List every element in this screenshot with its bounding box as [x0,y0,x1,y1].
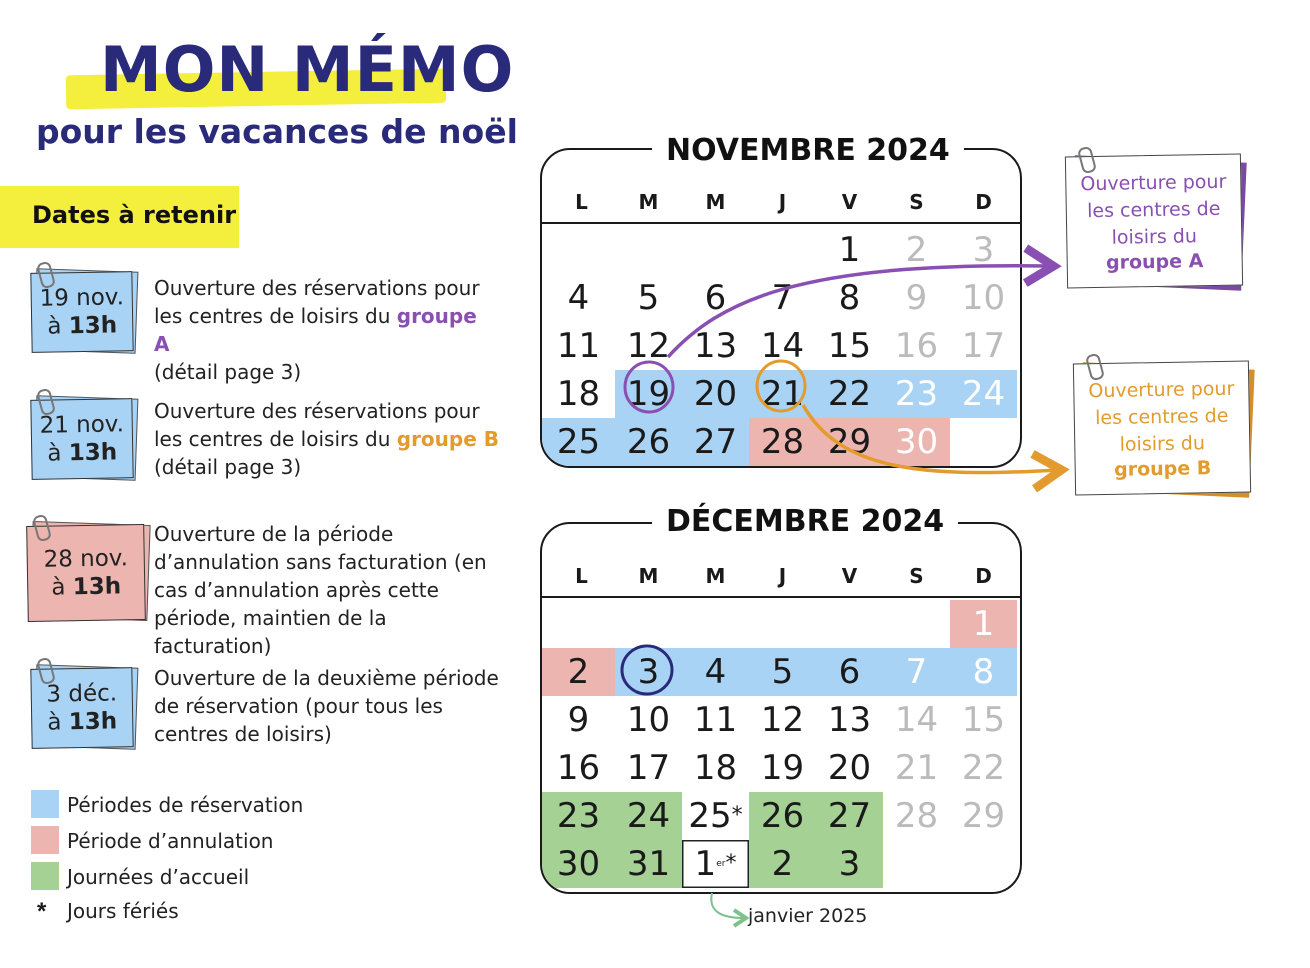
calendar-day: 29 [961,796,1006,836]
calendar-day: 28 [749,418,816,466]
calendar-day: 3 [615,648,682,696]
calendar-day: 2 [905,230,928,270]
page-subtitle: pour les vacances de noël [36,112,518,151]
calendar-day: 19 [760,748,805,788]
calendar-day: 17 [961,326,1006,366]
calendar-day: 23 [542,792,615,840]
calendar-day: 2 [749,840,816,888]
calendar-day: 30 [883,418,950,466]
calendar-day: 27 [816,792,883,840]
calendar-day: 13 [693,326,738,366]
calendar-day: 6 [704,278,727,318]
weekday-label: L [575,190,588,214]
calendar-day: 15 [827,326,872,366]
event-time-prefix: à [47,709,62,736]
january-arrow-icon [711,893,744,918]
group-a-label: groupe A [154,304,477,356]
calendar-day: 11 [556,326,601,366]
calendar-day: 11 [693,700,738,740]
calendar-day: 6 [816,648,883,696]
calendar-day: 23 [883,370,950,418]
event-description-1: Ouverture des réservations pour les centres de loisirs du groupe A (détail page 3) [154,276,480,384]
event-time: 13h [68,708,118,736]
event-time: 13h [72,573,122,601]
legend-label-holidays: Jours fériés [67,899,179,923]
calendar-day: 4 [567,278,590,318]
calendar-day: 16 [556,748,601,788]
side-note-a-group: groupe A [1105,249,1204,274]
event-time-prefix: à [47,440,62,467]
calendar-day: 28 [894,796,939,836]
calendar-day: 8 [950,648,1017,696]
circle-21-nov [757,361,805,411]
calendar-day: 9 [567,700,590,740]
side-note-b-group: groupe B [1113,456,1212,481]
calendar-day: 5 [637,278,660,318]
calendar-day: 25 * [688,796,743,836]
calendar-day: 13 [827,700,872,740]
calendar-day: 21 [749,370,816,418]
side-note-a-text: Ouverture pour les centres de loisirs du [1080,170,1227,249]
calendar-day: 26 [749,792,816,840]
dates-section-label: Dates à retenir [32,201,237,229]
event-date: 3 déc. [46,680,118,708]
event-description-2: Ouverture des réservations pour les centres de loisirs du groupe B (détail page 3) [154,399,499,479]
calendar-day: 24 [615,792,682,840]
january-footnote: janvier 2025 [748,905,868,927]
calendar-day: 12 [760,700,805,740]
calendar-day: 30 [542,840,615,888]
calendar-day: 17 [626,748,671,788]
calendar-day: 10 [961,278,1006,318]
calendar-day: 4 [682,648,749,696]
calendar-day: 19 [615,370,682,418]
weekday-label: M [638,190,659,214]
calendar-day: 27 [682,418,749,466]
event-description-3: Ouverture de la période d’annulation sans facturation (en cas d’annulation après cette période, maintien de la facturation) [154,522,487,658]
arrow-group-a [668,266,1050,357]
event-date: 28 nov. [43,545,129,573]
calendar-day: 14 [760,326,805,366]
legend-label-accueil: Journées d’accueil [67,865,250,889]
event-description-4: Ouverture de la deuxième période de réservation (pour tous les centres de loisirs) [154,666,499,746]
calendar-day: 5 [749,648,816,696]
december-title: DÉCEMBRE 2024 [652,504,958,540]
calendar-day: 22 [961,748,1006,788]
calendar-day: 24 [950,370,1017,418]
calendar-day: 14 [894,700,939,740]
page-title: MON MÉMO [100,33,515,106]
group-b-label: groupe B [396,427,499,451]
calendar-day: 22 [816,370,883,418]
calendar-day: 25 [542,418,615,466]
calendar-day: 3 [816,840,883,888]
event-time: 13h [68,312,118,340]
event-time: 13h [68,439,118,467]
event-time-prefix: à [51,574,66,601]
calendar-day: 15 [961,700,1006,740]
circle-19-nov [625,362,673,412]
weekday-label: S [909,190,924,214]
calendar-day: 16 [894,326,939,366]
calendar-day: 12 [626,326,671,366]
event-date: 19 nov. [39,284,125,312]
weekday-label: D [975,190,992,214]
weekday-label: L [575,564,588,588]
calendar-day: 20 [682,370,749,418]
calendar-day: 18 [693,748,738,788]
weekday-label: M [705,564,726,588]
calendar-day: 7 [883,648,950,696]
calendar-day: 2 [542,648,615,696]
arrow-group-b [803,405,1058,473]
calendar-day: 9 [905,278,928,318]
november-title: NOVEMBRE 2024 [652,133,964,169]
legend-label-reservation: Périodes de réservation [67,793,304,817]
calendar-day: 21 [894,748,939,788]
calendar-day: 31 [615,840,682,888]
calendar-day: 1 [838,230,861,270]
calendar-day: 7 [771,278,794,318]
weekday-label: S [909,564,924,588]
weekday-label: V [841,190,858,214]
calendar-day: 18 [556,374,601,414]
legend-label-annulation: Période d’annulation [67,829,274,853]
calendar-day: 1 er * [682,840,749,888]
weekday-label: M [638,564,659,588]
side-note-b-text: Ouverture pour les centres de loisirs du [1088,377,1235,456]
circle-3-dec [622,646,672,694]
calendar-day: 29 [816,418,883,466]
weekday-label: M [705,190,726,214]
calendar-day: 26 [615,418,682,466]
calendar-day: 8 [838,278,861,318]
holiday-symbol: * [37,898,47,925]
event-date: 21 nov. [39,411,125,439]
weekday-label: V [841,564,858,588]
weekday-label: J [778,190,787,214]
calendar-day: 10 [626,700,671,740]
calendar-day: 1 [950,600,1017,648]
calendar-day: 3 [972,230,995,270]
event-time-prefix: à [47,313,62,340]
weekday-label: D [975,564,992,588]
calendar-day: 20 [827,748,872,788]
weekday-label: J [778,564,787,588]
